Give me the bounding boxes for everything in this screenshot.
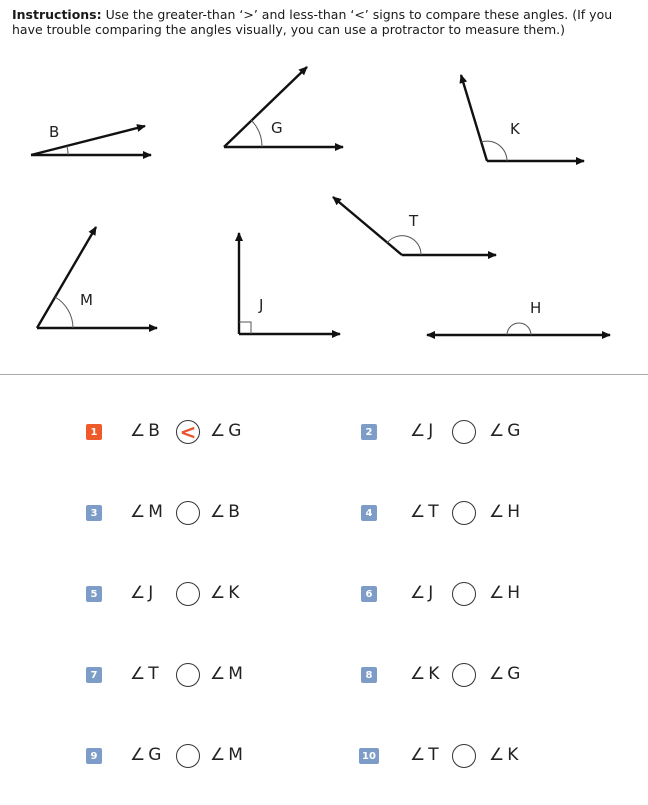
problem-number: 1 — [86, 424, 102, 440]
answer-circle[interactable] — [452, 663, 476, 687]
right-angle: ∠ G — [489, 421, 522, 441]
left-angle: ∠ B — [130, 421, 161, 441]
angle-j — [239, 233, 340, 334]
angle-t — [333, 197, 496, 255]
left-angle: ∠ T — [410, 502, 440, 522]
problem-number: 4 — [361, 505, 377, 521]
problem-8 — [361, 661, 561, 689]
problem-6 — [361, 580, 561, 608]
right-angle: ∠ K — [210, 583, 241, 603]
problem-number: 3 — [86, 505, 102, 521]
right-angle: ∠ M — [210, 664, 244, 684]
label-b: B — [49, 123, 60, 141]
answer-circle[interactable]: < — [176, 420, 200, 444]
answer-circle[interactable] — [452, 744, 476, 768]
problem-number: 10 — [359, 748, 379, 764]
label-j: J — [259, 296, 264, 314]
problem-number: 6 — [361, 586, 377, 602]
problem-number: 8 — [361, 667, 377, 683]
problem-1 — [86, 418, 276, 446]
angle-g — [224, 67, 343, 147]
label-k: K — [510, 120, 520, 138]
problem-number: 5 — [86, 586, 102, 602]
problem-9 — [86, 742, 276, 770]
right-angle: ∠ K — [489, 745, 520, 765]
instructions-lead: Instructions: — [12, 7, 102, 22]
problem-7 — [86, 661, 276, 689]
left-angle: ∠ T — [410, 745, 440, 765]
angle-h — [427, 299, 610, 335]
answer-circle[interactable] — [452, 501, 476, 525]
right-angle: ∠ H — [489, 583, 522, 603]
angles-figure — [0, 0, 648, 374]
problem-3 — [86, 499, 276, 527]
problem-5 — [86, 580, 276, 608]
answer-circle[interactable] — [452, 420, 476, 444]
answer-circle[interactable] — [176, 582, 200, 606]
right-angle: ∠ B — [210, 502, 241, 522]
problem-number: 9 — [86, 748, 102, 764]
answer-circle[interactable] — [452, 582, 476, 606]
section-divider — [0, 374, 648, 375]
left-angle: ∠ J — [410, 421, 435, 441]
left-angle: ∠ M — [130, 502, 164, 522]
left-angle: ∠ K — [410, 664, 441, 684]
label-t: T — [409, 212, 419, 230]
left-angle: ∠ G — [130, 745, 163, 765]
angle-b — [31, 123, 151, 155]
label-g: G — [271, 119, 283, 137]
angle-m — [37, 227, 157, 328]
right-angle: ∠ M — [210, 745, 244, 765]
answer-circle[interactable] — [176, 501, 200, 525]
label-h: H — [530, 299, 542, 317]
problem-10 — [361, 742, 561, 770]
problem-4 — [361, 499, 561, 527]
problem-number: 7 — [86, 667, 102, 683]
label-m: M — [80, 291, 93, 309]
problem-number: 2 — [361, 424, 377, 440]
left-angle: ∠ J — [130, 583, 155, 603]
right-angle: ∠ G — [210, 421, 243, 441]
angle-k — [461, 75, 584, 161]
left-angle: ∠ T — [130, 664, 160, 684]
right-angle: ∠ G — [489, 664, 522, 684]
problem-2 — [361, 418, 561, 446]
instructions-text: Use the greater-than ‘>’ and less-than ‘<’ signs to compare these angles. (If you have trouble comparing the angles visually, you can use a protractor to measure them.) — [12, 7, 613, 37]
answer-circle[interactable] — [176, 663, 200, 687]
answer-circle[interactable] — [176, 744, 200, 768]
right-angle: ∠ H — [489, 502, 522, 522]
left-angle: ∠ J — [410, 583, 435, 603]
